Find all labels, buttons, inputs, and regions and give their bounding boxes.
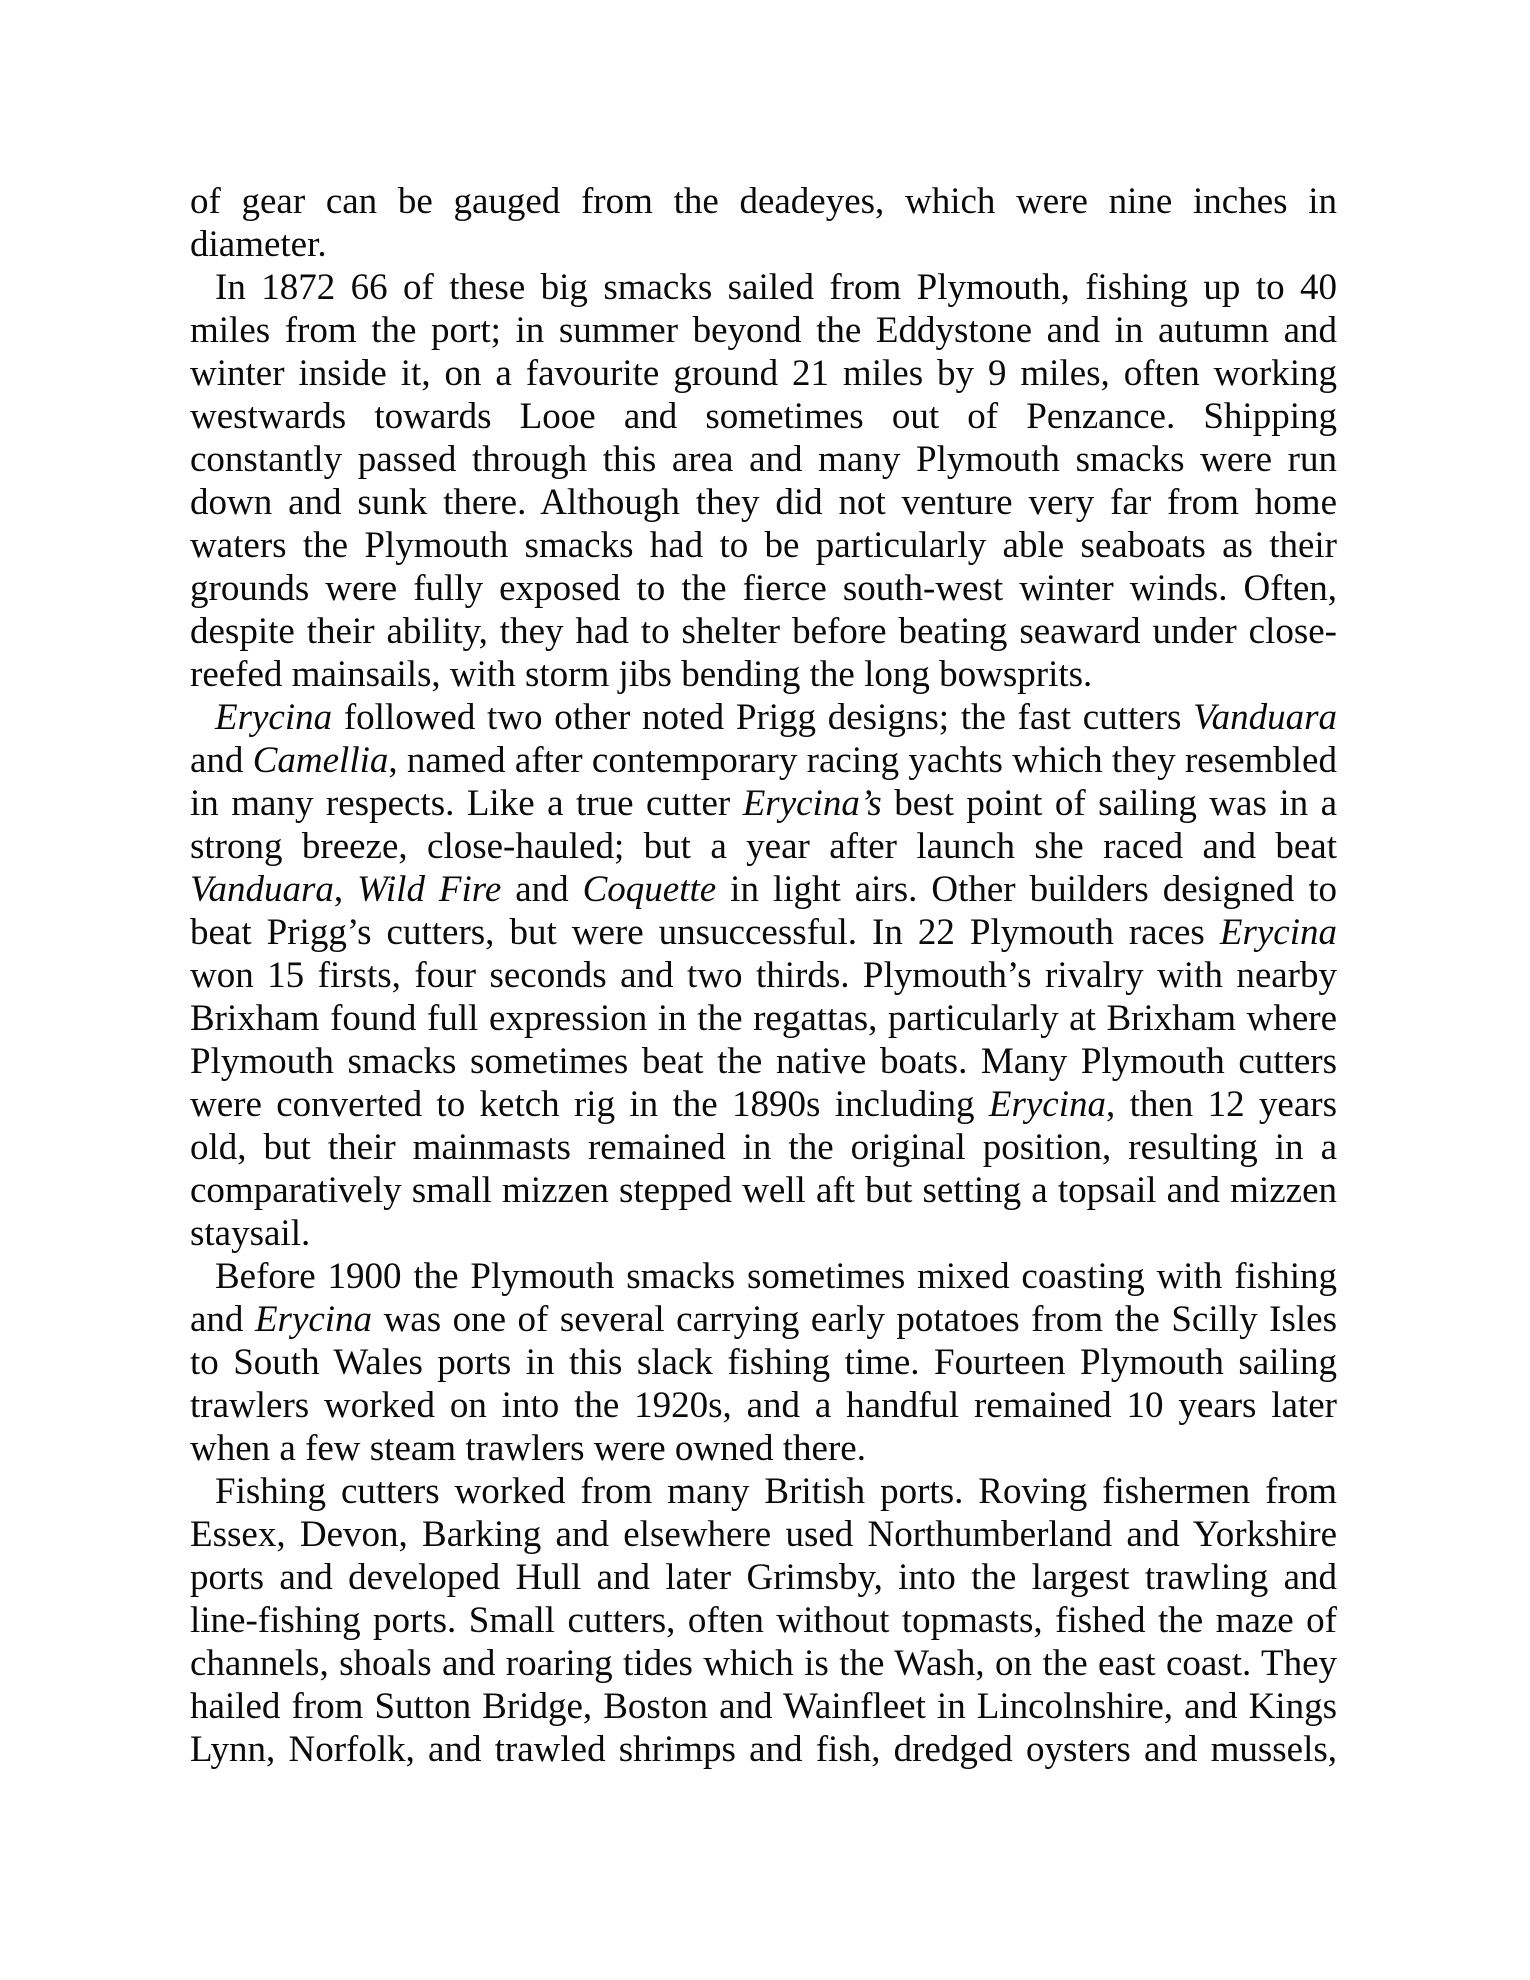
text-line [190, 567, 1337, 610]
text-segment: won 15 firsts, four seconds and two thirds. Plymouth’s rivalry with nearby [190, 955, 1337, 996]
text-segment: strong breeze, close-hauled; but a year after launch she raced and beat [190, 826, 1337, 867]
text-segment: to South Wales ports in this slack fishing time. Fourteen Plymouth sailing [190, 1342, 1337, 1383]
paragraph [190, 1255, 1337, 1470]
paragraph [190, 266, 1337, 696]
text-line [190, 1513, 1337, 1556]
text-line [190, 782, 1337, 825]
text-segment: hailed from Sutton Bridge, Boston and Wainfleet in Lincolnshire, and Kings [190, 1686, 1337, 1727]
text-segment: followed two other noted Prigg designs; the fast cutters [332, 697, 1194, 738]
text-line [190, 1599, 1337, 1642]
text-segment: staysail. [190, 1213, 311, 1254]
text-segment: westwards towards Looe and sometimes out of Penzance. Shipping [190, 396, 1337, 437]
text-segment: miles from the port; in summer beyond the Eddystone and in autumn and [190, 310, 1337, 351]
text-line [190, 696, 1337, 739]
text-line [190, 524, 1337, 567]
text-segment: Fishing cutters worked from many British ports. Roving fishermen from [215, 1471, 1337, 1512]
text-line [190, 1126, 1337, 1169]
text-line [190, 1298, 1337, 1341]
text-segment: and [190, 1299, 255, 1340]
text-segment: In 1872 66 of these big smacks sailed from Plymouth, fishing up to 40 [215, 267, 1337, 308]
text-segment: beat Prigg’s cutters, but were unsuccessful. In 22 Plymouth races [190, 912, 1220, 953]
text-line [190, 481, 1337, 524]
vessel-name-italic: Erycina [215, 697, 333, 738]
text-line [190, 1040, 1337, 1083]
text-line [190, 997, 1337, 1040]
text-segment: were converted to ketch rig in the 1890s including [190, 1084, 989, 1125]
vessel-name-italic: Vanduara [1193, 697, 1337, 738]
text-line [190, 1470, 1337, 1513]
text-segment: line-fishing ports. Small cutters, often without topmasts, fished the maze of [190, 1600, 1337, 1641]
text-line [190, 1556, 1337, 1599]
text-segment: grounds were fully exposed to the fierce south-west winter winds. Often, [190, 568, 1337, 609]
text-segment: when a few steam trawlers were owned there. [190, 1428, 866, 1469]
text-line [190, 1642, 1337, 1685]
text-segment: channels, shoals and roaring tides which is the Wash, on the east coast. They [190, 1643, 1337, 1684]
text-line [190, 352, 1337, 395]
paragraph [190, 1470, 1337, 1771]
text-line [190, 1427, 1337, 1470]
text-segment: winter inside it, on a favourite ground 21 miles by 9 miles, often working [190, 353, 1337, 394]
text-line [190, 825, 1337, 868]
text-segment: old, but their mainmasts remained in the original position, resulting in a [190, 1127, 1337, 1168]
text-segment: , [333, 869, 358, 910]
text-line [190, 954, 1337, 997]
text-line [190, 1212, 1337, 1255]
text-line [190, 1728, 1337, 1771]
vessel-name-italic: Vanduara [190, 869, 334, 910]
text-segment: comparatively small mizzen stepped well aft but setting a topsail and mizzen [190, 1170, 1337, 1211]
text-line [190, 1685, 1337, 1728]
text-segment: best point of sailing was in a [881, 783, 1337, 824]
text-segment: , then 12 years [1105, 1084, 1337, 1125]
vessel-name-italic: Wild Fire [357, 869, 502, 910]
vessel-name-italic: Erycina [1219, 912, 1337, 953]
paragraph [190, 696, 1337, 1255]
text-segment: of gear can be gauged from the deadeyes, which were nine inches in [190, 181, 1337, 222]
text-segment: despite their ability, they had to shelter before beating seaward under close- [190, 611, 1337, 652]
text-line [190, 739, 1337, 782]
text-line [190, 309, 1337, 352]
text-segment: diameter. [190, 224, 327, 265]
text-block [190, 180, 1337, 1771]
text-segment: and [190, 740, 253, 781]
text-segment: trawlers worked on into the 1920s, and a handful remained 10 years later [190, 1385, 1337, 1426]
text-line [190, 868, 1337, 911]
text-segment: was one of several carrying early potatoes from the Scilly Isles [372, 1299, 1337, 1340]
text-segment: waters the Plymouth smacks had to be particularly able seaboats as their [190, 525, 1337, 566]
text-line [190, 1384, 1337, 1427]
text-segment: in light airs. Other builders designed to [716, 869, 1338, 910]
text-segment: Lynn, Norfolk, and trawled shrimps and fish, dredged oysters and mussels, [190, 1729, 1337, 1770]
text-line [190, 1083, 1337, 1126]
paragraph [190, 180, 1337, 266]
text-segment: Before 1900 the Plymouth smacks sometimes mixed coasting with fishing [215, 1256, 1337, 1297]
text-line [190, 266, 1337, 309]
text-line [190, 1255, 1337, 1298]
text-line [190, 653, 1337, 696]
text-segment: Brixham found full expression in the regattas, particularly at Brixham where [190, 998, 1337, 1039]
text-line [190, 911, 1337, 954]
text-segment: constantly passed through this area and many Plymouth smacks were run [190, 439, 1337, 480]
text-line [190, 223, 1337, 266]
text-segment: down and sunk there. Although they did not venture very far from home [190, 482, 1337, 523]
text-segment: in many respects. Like a true cutter [190, 783, 743, 824]
text-line [190, 180, 1337, 223]
vessel-name-italic: Erycina [254, 1299, 373, 1340]
vessel-name-italic: Erycina’s [742, 783, 882, 824]
text-segment: ports and developed Hull and later Grimsby, into the largest trawling and [190, 1557, 1337, 1598]
text-line [190, 1341, 1337, 1384]
vessel-name-italic: Camellia [252, 740, 389, 781]
text-line [190, 438, 1337, 481]
text-segment: Plymouth smacks sometimes beat the native boats. Many Plymouth cutters [190, 1041, 1337, 1082]
text-line [190, 395, 1337, 438]
vessel-name-italic: Erycina [988, 1084, 1106, 1125]
text-line [190, 610, 1337, 653]
text-segment: Essex, Devon, Barking and elsewhere used Northumberland and Yorkshire [190, 1514, 1337, 1555]
text-segment: reefed mainsails, with storm jibs bending the long bowsprits. [190, 654, 1093, 695]
vessel-name-italic: Coquette [582, 869, 717, 910]
text-line [190, 1169, 1337, 1212]
text-segment: and [501, 869, 583, 910]
text-segment: , named after contemporary racing yachts which they resembled [388, 740, 1337, 781]
